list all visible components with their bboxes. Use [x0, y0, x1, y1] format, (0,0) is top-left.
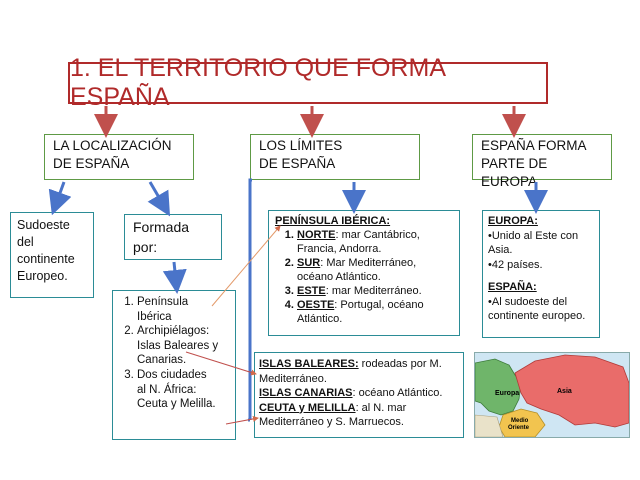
connector-peninsula	[212, 226, 280, 306]
list-text: 1. Península	[137, 296, 189, 308]
ceuta-text: : al N. mar Mediterráneo y S. Marruecos.	[259, 401, 407, 428]
europa-info-bullet: •42 países.	[488, 258, 543, 271]
norte-label: NORTE	[297, 229, 336, 241]
map-label-asia: Asia	[557, 388, 572, 395]
sudoeste-line: Europeo.	[17, 269, 68, 283]
localizacion-line2: DE ESPAÑA	[53, 156, 130, 171]
europa-head-line2: PARTE DE EUROPA	[481, 156, 548, 189]
canarias-label: ISLAS CANARIAS	[259, 387, 353, 399]
connector-ceuta	[226, 418, 258, 424]
map-label-medio: Medio	[511, 418, 529, 424]
arrow-to-list	[174, 262, 176, 282]
formada-line2: por:	[133, 239, 158, 255]
europa-info-heading: EUROPA:	[488, 215, 538, 227]
localizacion-line1: LA LOCALIZACIÓN	[53, 138, 172, 153]
baleares-text: rodeadas por M. Mediterráneo.	[259, 358, 442, 385]
list-text: Ibérica	[137, 310, 172, 323]
oeste-label: OESTE	[297, 299, 335, 311]
este-text: : mar Mediterráneo.	[325, 285, 422, 297]
europa-info-bullet: •Unido al Este con Asia.	[488, 229, 579, 256]
map-label-europa: Europa	[495, 390, 520, 397]
list-text: Canarias.	[137, 354, 187, 367]
formada-line1: Formada	[133, 219, 190, 235]
europa-head-line1: ESPAÑA FORMA	[481, 138, 587, 153]
list-text: Ceuta y Melilla.	[137, 398, 216, 411]
connector-islas	[186, 352, 256, 374]
oeste-text: : Portugal, océano Atlántico.	[297, 299, 424, 325]
sudoeste-line: Sudoeste	[17, 218, 70, 232]
arrow-to-sudoeste	[56, 182, 64, 204]
list-text: al N. África:	[137, 383, 197, 396]
list-text: 2. Archipiélagos:	[137, 325, 210, 338]
map-label-oriente: Oriente	[508, 425, 530, 431]
espana-info-heading: ESPAÑA:	[488, 281, 537, 293]
canarias-text: : océano Atlántico.	[352, 387, 443, 399]
list-text: Islas Baleares y	[137, 339, 219, 352]
ceuta-label: CEUTA y MELILLA	[259, 401, 356, 414]
diagram-title-text: 1. EL TERRITORIO QUE FORMA ESPAÑA	[70, 54, 445, 111]
europa-info-bullet: •Al sudoeste del continente europeo.	[488, 295, 586, 322]
list-text: 3. Dos ciudades	[137, 368, 207, 381]
este-label: ESTE	[297, 285, 326, 297]
sudoeste-line: del	[17, 235, 34, 249]
sur-text: : Mar Mediterráneo, océano Atlántico.	[297, 257, 417, 283]
arrow-to-formada	[150, 182, 164, 206]
peninsula-heading: PENÍNSULA IBÉRICA:	[275, 215, 391, 227]
limites-line1: LOS LÍMITES	[259, 138, 343, 153]
norte-text: : mar Cantábrico, Francia, Andorra.	[297, 229, 420, 255]
sur-label: SUR	[297, 257, 321, 269]
baleares-label: ISLAS BALEARES:	[259, 358, 359, 370]
limites-line2: DE ESPAÑA	[259, 156, 336, 171]
sudoeste-line: continente	[17, 252, 75, 266]
limites-vertical-line	[250, 180, 252, 420]
